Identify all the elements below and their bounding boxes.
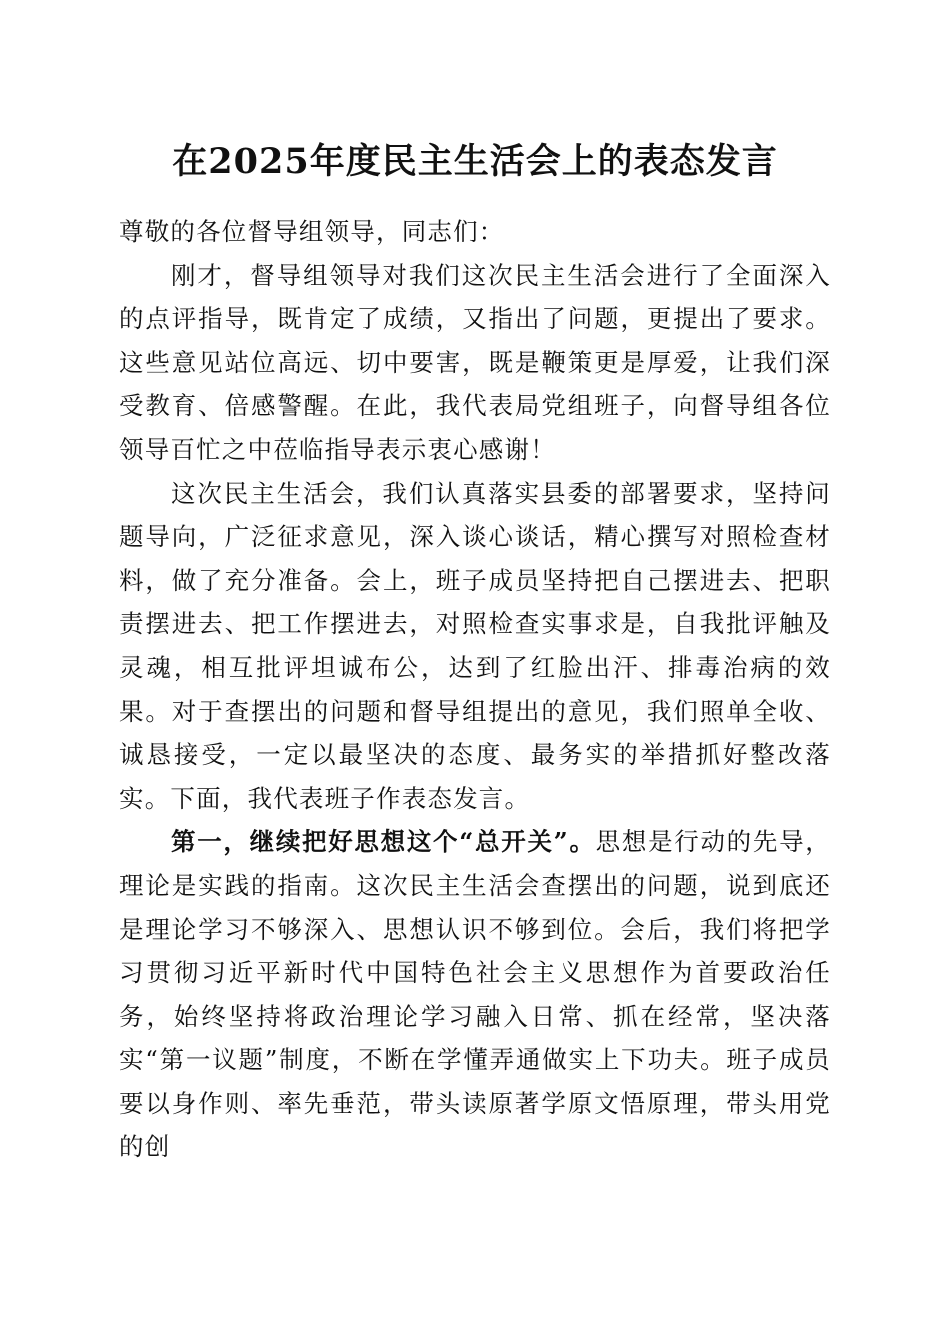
paragraph-3 [119,820,831,1169]
document-body [119,210,831,1169]
paragraph-1-text: 刚才，督导组领导对我们这次民主生活会进行了全面深入的点评指导，既肯定了成绩，又指出了问题，更提出了要求。这些意见站位高远、切中要害，既是鞭策更是厚爱，让我们深受教育、倍感警醒。在此，我代表局党组班子，向督导组各位领导百忙之中莅临指导表示衷心感谢！ [119,260,831,464]
paragraph-2-text: 这次民主生活会，我们认真落实县委的部署要求，坚持问题导向，广泛征求意见，深入谈心谈话，精心撰写对照检查材料，做了充分准备。会上，班子成员坚持把自己摆进去、把职责摆进去、把工作摆进去，对照检查实事求是，自我批评触及灵魂，相互批评坦诚布公，达到了红脸出汗、排毒治病的效果。对于查摆出的问题和督导组提出的意见，我们照单全收、诚恳接受，一定以最坚决的态度、最务实的举措抓好整改落实。下面，我代表班子作表态发言。 [119,478,831,813]
paragraph-1 [119,254,831,472]
paragraph-2 [119,472,831,821]
paragraph-3-text: 思想是行动的先导，理论是实践的指南。这次民主生活会查摆出的问题，说到底还是理论学习不够深入、思想认识不够到位。会后，我们将把学习贯彻习近平新时代中国特色社会主义思想作为首要政治任务，始终坚持将政治理论学习融入日常、抓在经常，坚决落实“第一议题”制度，不断在学懂弄通做实上下功夫。班子成员要以身作则、率先垂范，带头读原著学原文悟原理，带头用党的创 [119,827,831,1162]
salutation: 尊敬的各位督导组领导，同志们： [119,217,505,246]
paragraph-3-lead: 第一，继续把好思想这个“总开关”。 [171,827,596,857]
document-title: 在2025年度民主生活会上的表态发言 [172,141,778,182]
